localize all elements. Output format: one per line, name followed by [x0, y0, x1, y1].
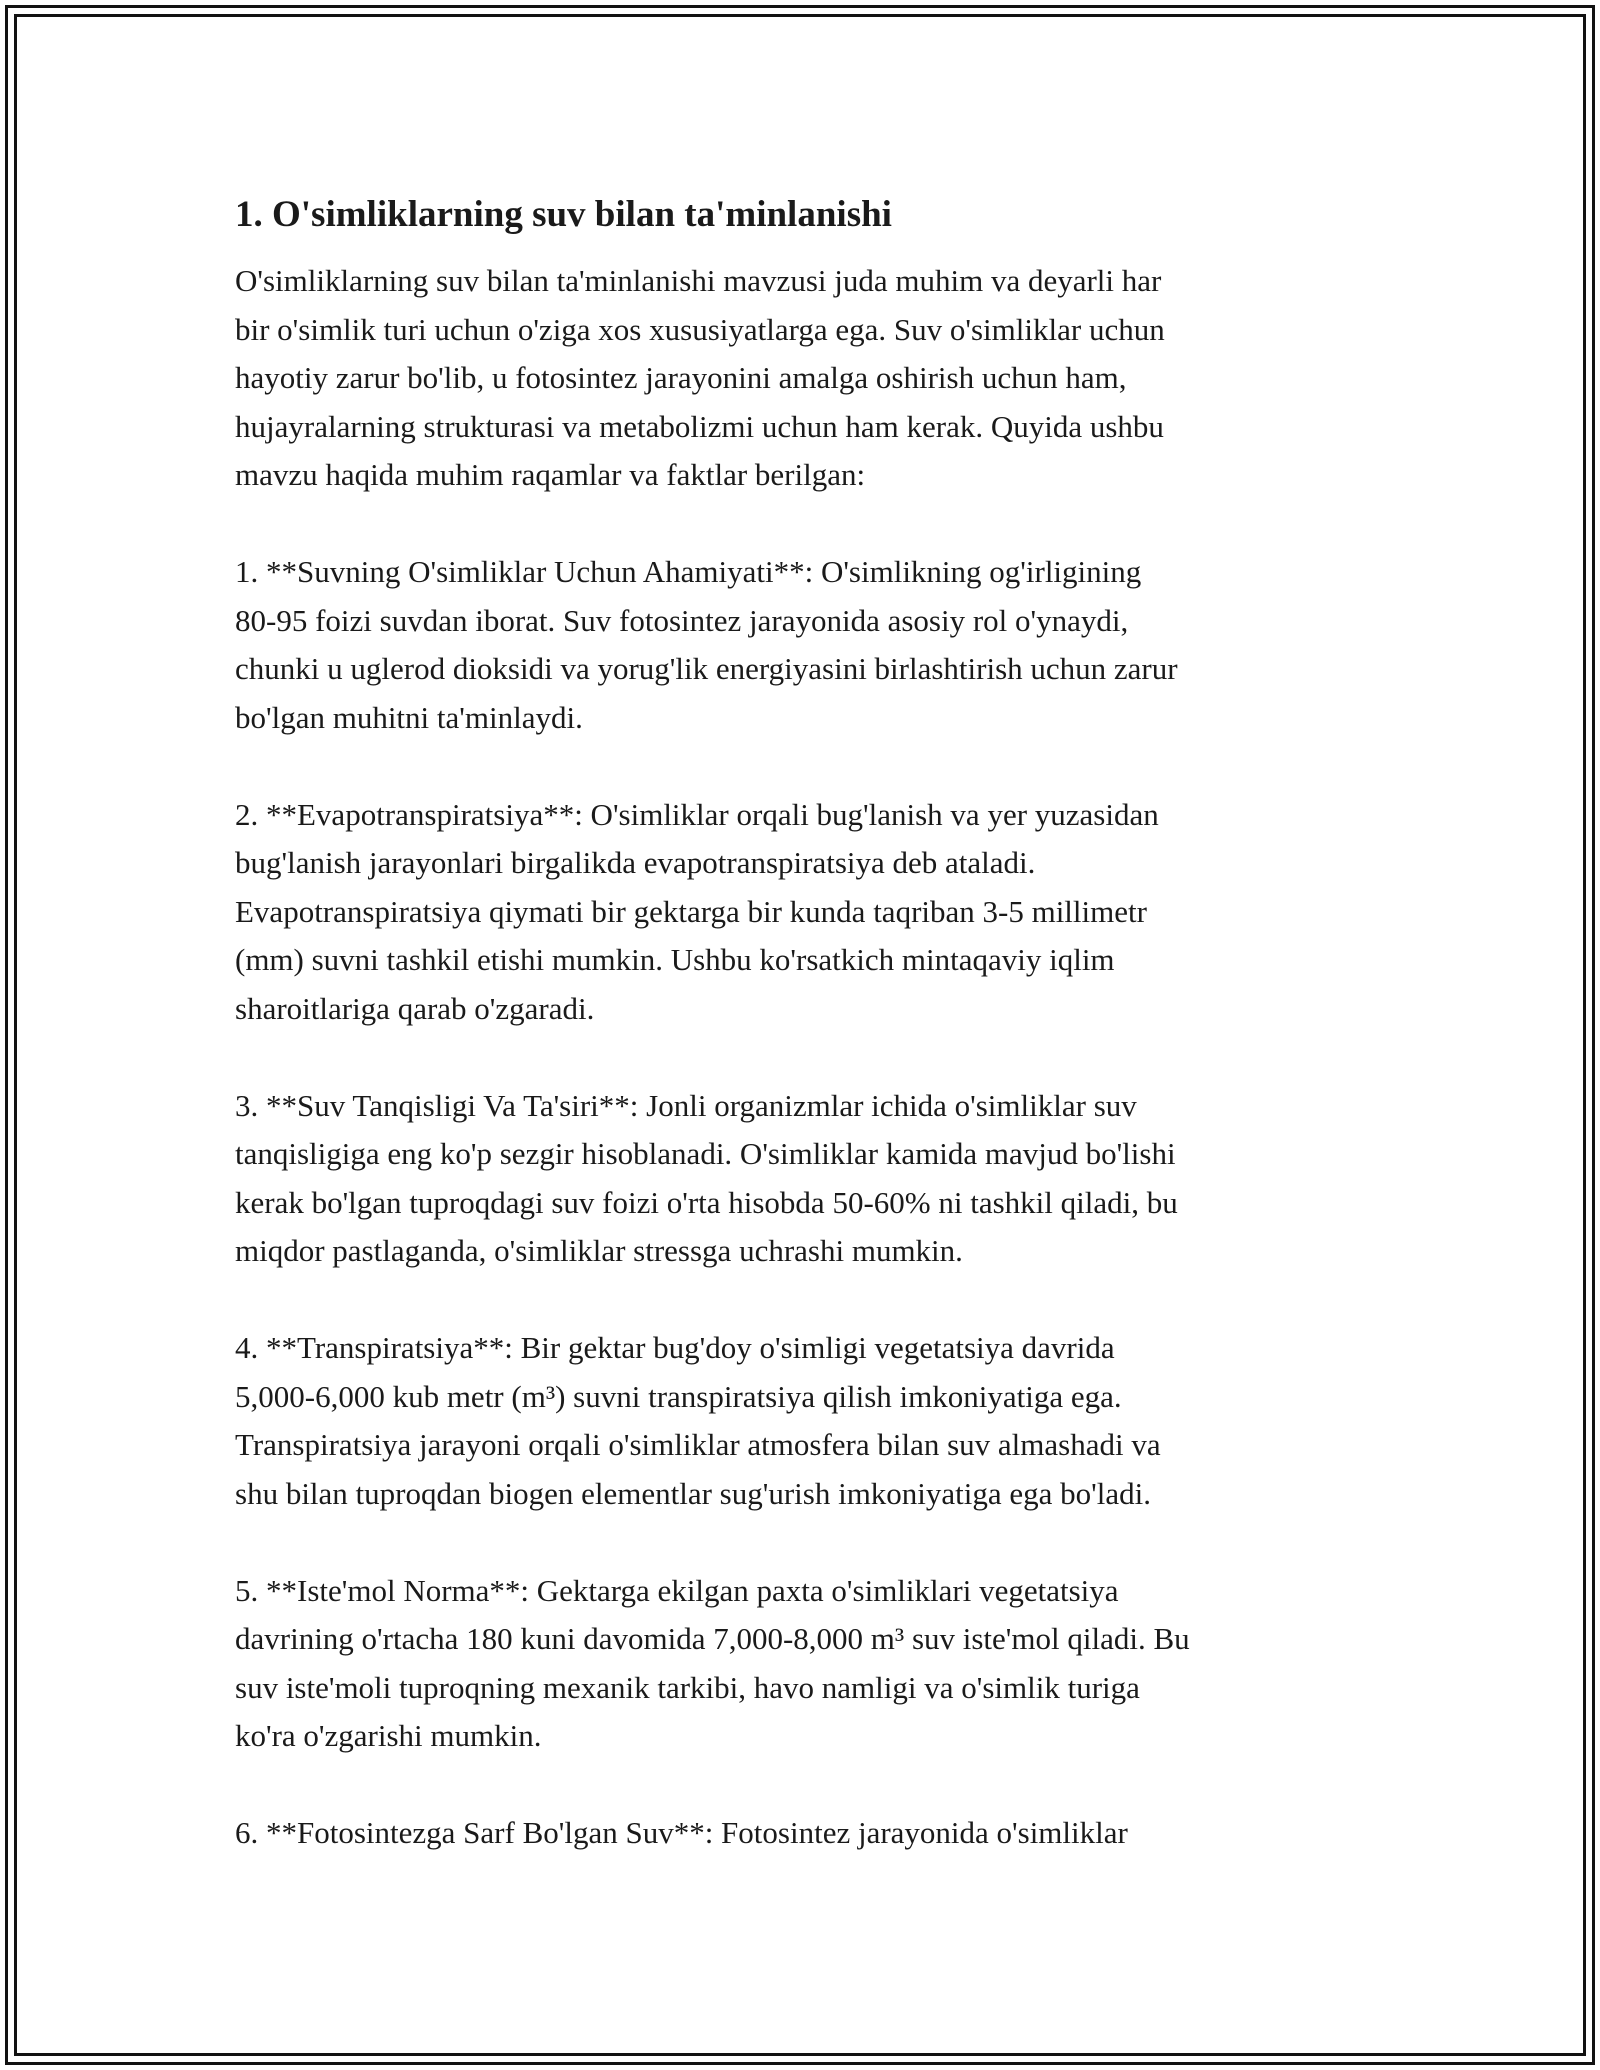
- list-item-2: 2. **Evapotranspiratsiya**: O'simliklar orqali bug'lanish va yer yuzasidan bug'lanish jarayonlari birgalikda evapotranspiratsiya deb ataladi. Evapotranspiratsiya qiymati bir gektarga bir kunda taqriban 3-5 millimetr (mm) suvni tashkil etishi mumkin. Ushbu ko'rsatkich mintaqaviy iqlim sharoitlariga qarab o'zgaradi.: [235, 796, 1159, 1026]
- document-title: 1. O'simliklarning suv bilan ta'minlanishi: [235, 194, 892, 235]
- list-item-1: 1. **Suvning O'simliklar Uchun Ahamiyati**: O'simlikning og'irligining 80-95 foizi suvdan iborat. Suv fotosintez jarayonida asosiy rol o'ynaydi, chunki u uglerod dioksidi va yorug'lik energiyasini birlashtirish uchun zarur bo'lgan muhitni ta'minlaydi.: [235, 554, 1178, 735]
- intro-paragraph: O'simliklarning suv bilan ta'minlanishi mavzusi juda muhim va deyarli har bir o'simlik turi uchun o'ziga xos xususiyatlarga ega. Suv o'simliklar uchun hayotiy zarur bo'lib, u fotosintez jarayonini amalga oshirish uchun ham, hujayralarning strukturasi va metabolizmi uchun ham kerak. Quyida ushbu mavzu haqida muhim raqamlar va faktlar berilgan:: [235, 263, 1165, 492]
- list-item-3: 3. **Suv Tanqisligi Va Ta'siri**: Jonli organizmlar ichida o'simliklar suv tanqisligiga eng ko'p sezgir hisoblanadi. O'simliklar kamida mavjud bo'lishi kerak bo'lgan tuproqdagi suv foizi o'rta hisobda 50-60% ni tashkil qiladi, bu miqdor pastlaganda, o'simliklar stressga uchrashi mumkin.: [235, 1087, 1178, 1268]
- list-item-4: 4. **Transpiratsiya**: Bir gektar bug'doy o'simligi vegetatsiya davrida 5,000-6,000 kub metr (m³) suvni transpiratsiya qilish imkoniyatiga ega. Transpiratsiya jarayoni orqali o'simliklar atmosfera bilan suv almashadi va shu bilan tuproqdan biogen elementlar sug'urish imkoniyatiga ega bo'ladi.: [235, 1330, 1161, 1511]
- document-body: [235, 190, 1375, 1858]
- list-item-6: 6. **Fotosintezga Sarf Bo'lgan Suv**: Fotosintez jarayonida o'simliklar: [235, 1815, 1128, 1850]
- list-item-5: 5. **Iste'mol Norma**: Gektarga ekilgan paxta o'simliklari vegetatsiya davrining o'rtacha 180 kuni davomida 7,000-8,000 m³ suv iste'mol qiladi. Bu suv iste'moli tuproqning mexanik tarkibi, havo namligi va o'simlik turiga ko'ra o'zgarishi mumkin.: [235, 1572, 1190, 1753]
